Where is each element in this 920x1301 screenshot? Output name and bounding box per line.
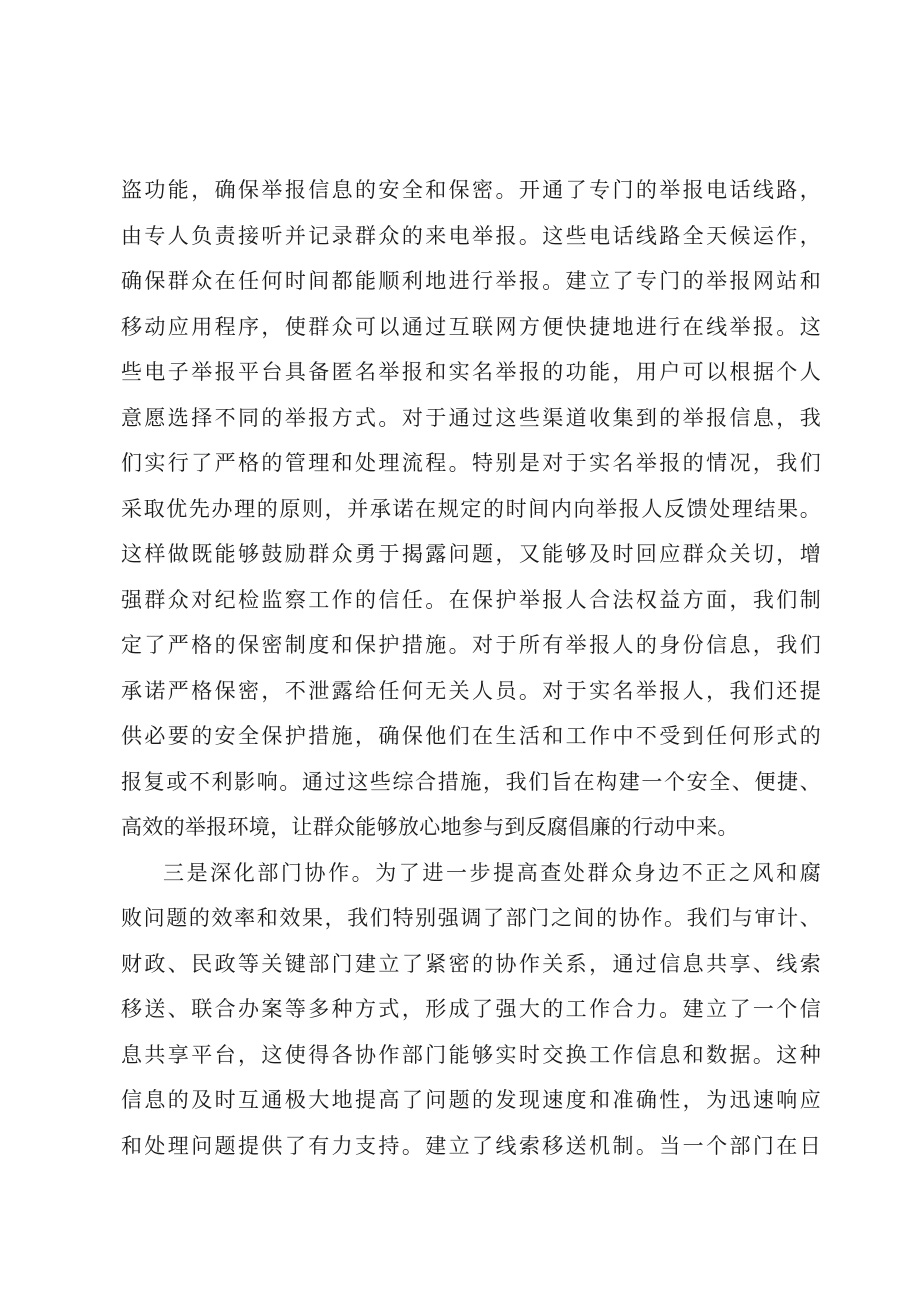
text-line: 确保群众在任何时间都能顺利地进行举报。建立了专门的举报网站和 [121,269,821,293]
text-line: 些电子举报平台具备匿名举报和实名举报的功能，用户可以根据个人 [121,360,821,384]
text-line: 败问题的效率和效果，我们特别强调了部门之间的协作。我们与审计、 [121,906,821,930]
text-line: 财政、民政等关键部门建立了紧密的协作关系，通过信息共享、线索 [121,951,821,976]
text-line: 采取优先办理的原则，并承诺在规定的时间内向举报人反馈处理结果。 [121,496,821,521]
body-text [121,168,821,1169]
text-line: 盗功能，确保举报信息的安全和保密。开通了专门的举报电话线路， [121,178,821,202]
text-line: 三是深化部门协作。为了进一步提高查处群众身边不正之风和腐 [163,860,821,885]
text-line: 报复或不利影响。通过这些综合措施，我们旨在构建一个安全、便捷、 [121,769,821,794]
text-line: 强群众对纪检监察工作的信任。在保护举报人合法权益方面，我们制 [121,587,821,612]
paragraph-department-collaboration [121,851,821,1170]
text-line: 这样做既能够鼓励群众勇于揭露问题，又能够及时回应群众关切，增 [121,542,821,566]
text-line: 高效的举报环境，让群众能够放心地参与到反腐倡廉的行动中来。 [121,815,739,839]
text-line: 移动应用程序，使群众可以通过互联网方便快捷地进行在线举报。这 [121,314,821,339]
text-line: 定了严格的保密制度和保护措施。对于所有举报人的身份信息，我们 [121,633,821,657]
text-line: 息共享平台，这使得各协作部门能够实时交换工作信息和数据。这种 [121,1042,821,1067]
text-line: 们实行了严格的管理和处理流程。特别是对于实名举报的情况，我们 [121,451,821,475]
text-line: 供必要的安全保护措施，确保他们在生活和工作中不受到任何形式的 [121,724,821,748]
paragraph-reporting-channels [121,168,821,851]
text-line: 移送、联合办案等多种方式，形成了强大的工作合力。建立了一个信 [121,997,821,1021]
text-line: 由专人负责接听并记录群众的来电举报。这些电话线路全天候运作， [121,223,821,248]
text-line: 意愿选择不同的举报方式。对于通过这些渠道收集到的举报信息，我 [121,405,821,430]
text-line: 和处理问题提供了有力支持。建立了线索移送机制。当一个部门在日 [121,1133,821,1158]
text-line: 承诺严格保密，不泄露给任何无关人员。对于实名举报人，我们还提 [121,678,821,703]
text-line: 信息的及时互通极大地提高了问题的发现速度和准确性，为迅速响应 [121,1088,821,1112]
